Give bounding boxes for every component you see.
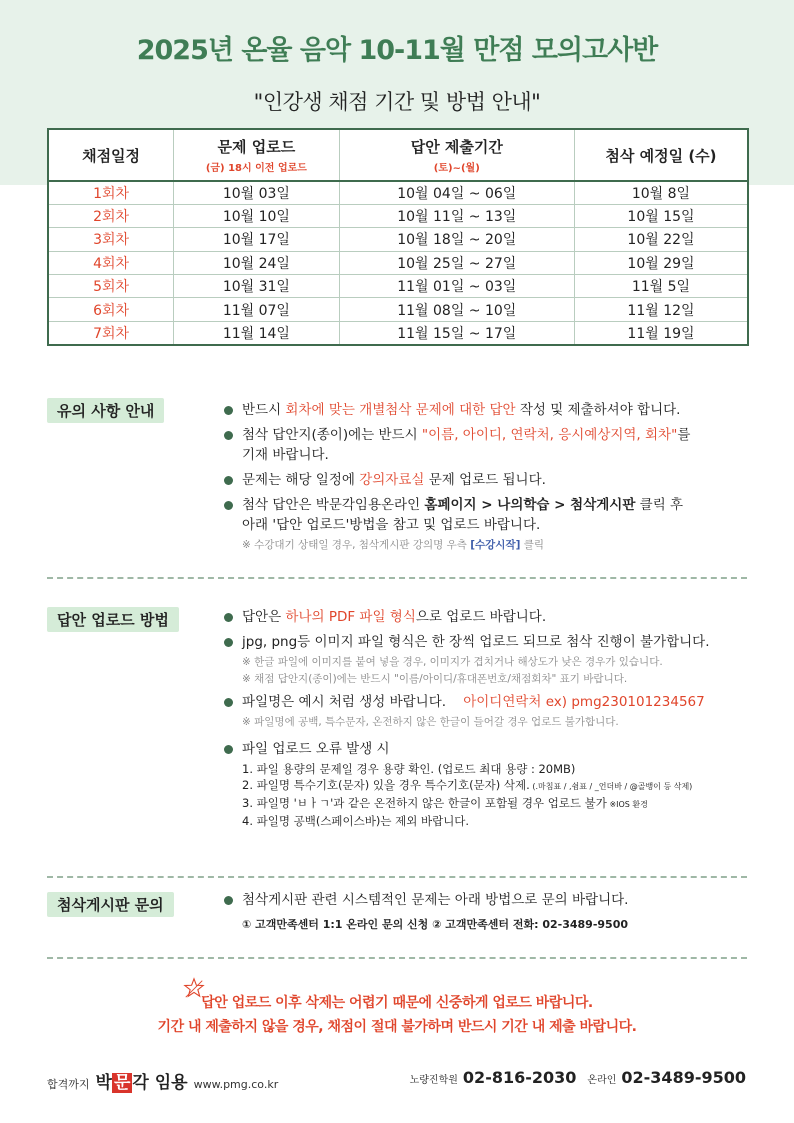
notice-note: ※ 수강대기 상태일 경우, 첨삭게시판 강의명 우측 [수강시작] 클릭: [242, 539, 545, 551]
review-cell: 11월 5일: [574, 275, 748, 298]
table-row: [48, 204, 748, 227]
table-row: [48, 228, 748, 251]
round-cell: 7회차: [48, 321, 174, 344]
header-submit: 답안 제출기간 (토)~(월): [339, 129, 574, 181]
table-row: [48, 275, 748, 298]
table-row: [48, 181, 748, 204]
round-cell: 6회차: [48, 298, 174, 321]
upload-bullet-4: 파일 업로드 오류 발생 시: [224, 739, 744, 759]
submit-cell: 10월 11일 ~ 13일: [339, 204, 574, 227]
round-cell: 2회차: [48, 204, 174, 227]
page-title: 2025년 온율 음악 10-11월 만점 모의고사반: [136, 35, 658, 66]
footer-label-1: 노량진학원: [409, 1075, 458, 1086]
review-cell: 11월 12일: [574, 298, 748, 321]
footer-phone-1: 02-816-2030: [462, 1068, 577, 1087]
submit-cell: 10월 04일 ~ 06일: [339, 181, 574, 204]
upload-bullet-1: 답안은 하나의 PDF 파일 형식으로 업로드 바랍니다.: [224, 607, 744, 627]
table-row: [48, 321, 748, 344]
upload-note-1: ※ 한글 파일에 이미지를 붙여 넣을 경우, 이미지가 겹치거나 해상도가 낮은 경우가 있습니다.: [242, 656, 663, 668]
submit-cell: 10월 25일 ~ 27일: [339, 251, 574, 274]
brand-logo: 박 문 각 임용: [95, 1073, 188, 1093]
notice-bullet-4: 첨삭 답안은 박문각임용온라인 홈페이지 > 나의학습 > 첨삭게시판 클릭 후 아래 '답안 업로드'방법을 참고 및 업로드 바랍니다.: [224, 495, 744, 535]
table-row: [48, 251, 748, 274]
review-cell: 10월 15일: [574, 204, 748, 227]
page-subtitle: "인강생 채점 기간 및 방법 안내": [253, 90, 541, 114]
footer-phone-2: 02-3489-9500: [621, 1068, 746, 1087]
notice-bullet-3: 문제는 해당 일정에 강의자료실 문제 업로드 됩니다.: [224, 470, 744, 490]
round-cell: 5회차: [48, 275, 174, 298]
upload-bullet-3: 파일명은 예시 처럼 생성 바랍니다. 아이디연락처 ex) pmg230101234567: [224, 692, 744, 712]
footer-brand: [47, 1068, 278, 1093]
upload-cell: 11월 07일: [174, 298, 340, 321]
board-bullet-1: 첨삭게시판 관련 시스템적인 문제는 아래 방법으로 문의 바랍니다.: [224, 890, 744, 910]
upload-tag: 답안 업로드 방법: [47, 607, 179, 632]
header-upload: 문제 업로드 (금) 18시 이전 업로드: [174, 129, 340, 181]
upload-list: [224, 607, 744, 829]
notice-bullet-2: 첨삭 답안지(종이)에는 반드시 "이름, 아이디, 연락처, 응시예상지역, 회차"를 기재 바랍니다.: [224, 425, 744, 465]
submit-cell: 11월 15일 ~ 17일: [339, 321, 574, 344]
footer-url: www.pmg.co.kr: [193, 1078, 279, 1091]
board-list: [224, 890, 744, 932]
review-cell: 11월 19일: [574, 321, 748, 344]
table-row: [48, 298, 748, 321]
notice-bullet-1: 반드시 회차에 맞는 개별첨삭 문제에 대한 답안 작성 및 제출하셔야 합니다.: [224, 400, 744, 420]
list-item: 4. 파일명 공백(스페이스바)는 제외 바랍니다.: [242, 814, 470, 828]
header-round: 채점일정: [48, 129, 174, 181]
round-cell: 4회차: [48, 251, 174, 274]
review-cell: 10월 29일: [574, 251, 748, 274]
divider-3: [47, 957, 747, 959]
footer-contacts: [410, 1068, 746, 1087]
header-upload-sub: (금) 18시 이전 업로드: [205, 163, 307, 174]
submit-cell: 10월 18일 ~ 20일: [339, 228, 574, 251]
round-cell: 1회차: [48, 181, 174, 204]
upload-bullet-2: jpg, png등 이미지 파일 형식은 한 장씩 업로드 되므로 첨삭 진행이 불가합니다.: [224, 632, 744, 652]
header-review: 첨삭 예정일 (수): [574, 129, 748, 181]
review-cell: 10월 22일: [574, 228, 748, 251]
list-item: 2. 파일명 특수기호(문자) 있을 경우 특수기호(문자) 삭제. (.마침표 / ,쉼표 / _언더바 / @골뱅이 등 삭제): [242, 778, 693, 792]
divider-2: [47, 876, 747, 878]
upload-cell: 10월 31일: [174, 275, 340, 298]
upload-cell: 11월 14일: [174, 321, 340, 344]
notice-list: [224, 400, 744, 554]
header-submit-sub: (토)~(월): [433, 163, 480, 174]
upload-note-2: ※ 채점 답안지(종이)에는 반드시 "이름/아이디/휴대폰번호/채점회차" 표기 바랍니다.: [242, 673, 628, 685]
review-cell: 10월 8일: [574, 181, 748, 204]
list-item: 3. 파일명 'ㅂㅏㄱ'과 같은 온전하지 않은 한글이 포함될 경우 업로드 불가 ※IOS 환경: [242, 796, 648, 810]
upload-cell: 10월 24일: [174, 251, 340, 274]
warning-line-2: 기간 내 제출하지 않을 경우, 채점이 절대 불가하며 반드시 기간 내 제출 바랍니다.: [157, 1019, 637, 1035]
notice-tag: 유의 사항 안내: [47, 398, 164, 423]
footer-label-2: 온라인: [587, 1075, 617, 1086]
upload-cell: 10월 17일: [174, 228, 340, 251]
upload-cell: 10월 03일: [174, 181, 340, 204]
board-contact: ① 고객만족센터 1:1 온라인 문의 신청 ② 고객만족센터 전화: 02-3489-9500: [242, 918, 629, 931]
submit-cell: 11월 08일 ~ 10일: [339, 298, 574, 321]
table-header-row: [48, 129, 748, 181]
upload-cell: 10월 10일: [174, 204, 340, 227]
upload-note-3: ※ 파일명에 공백, 특수문자, 온전하지 않은 한글이 들어갈 경우 업로드 불가합니다.: [242, 716, 619, 728]
warning-line-1: 답안 업로드 이후 삭제는 어렵기 때문에 신중하게 업로드 바랍니다.: [201, 995, 593, 1011]
board-tag: 첨삭게시판 문의: [47, 892, 174, 917]
list-item: 1. 파일 용량의 문제일 경우 용량 확인. (업로드 최대 용량 : 20MB): [242, 762, 576, 776]
footer-slogan: 합격까지: [47, 1078, 90, 1091]
schedule-table: [47, 128, 749, 346]
upload-error-list: [224, 761, 744, 829]
divider-1: [47, 577, 747, 579]
round-cell: 3회차: [48, 228, 174, 251]
submit-cell: 11월 01일 ~ 03일: [339, 275, 574, 298]
